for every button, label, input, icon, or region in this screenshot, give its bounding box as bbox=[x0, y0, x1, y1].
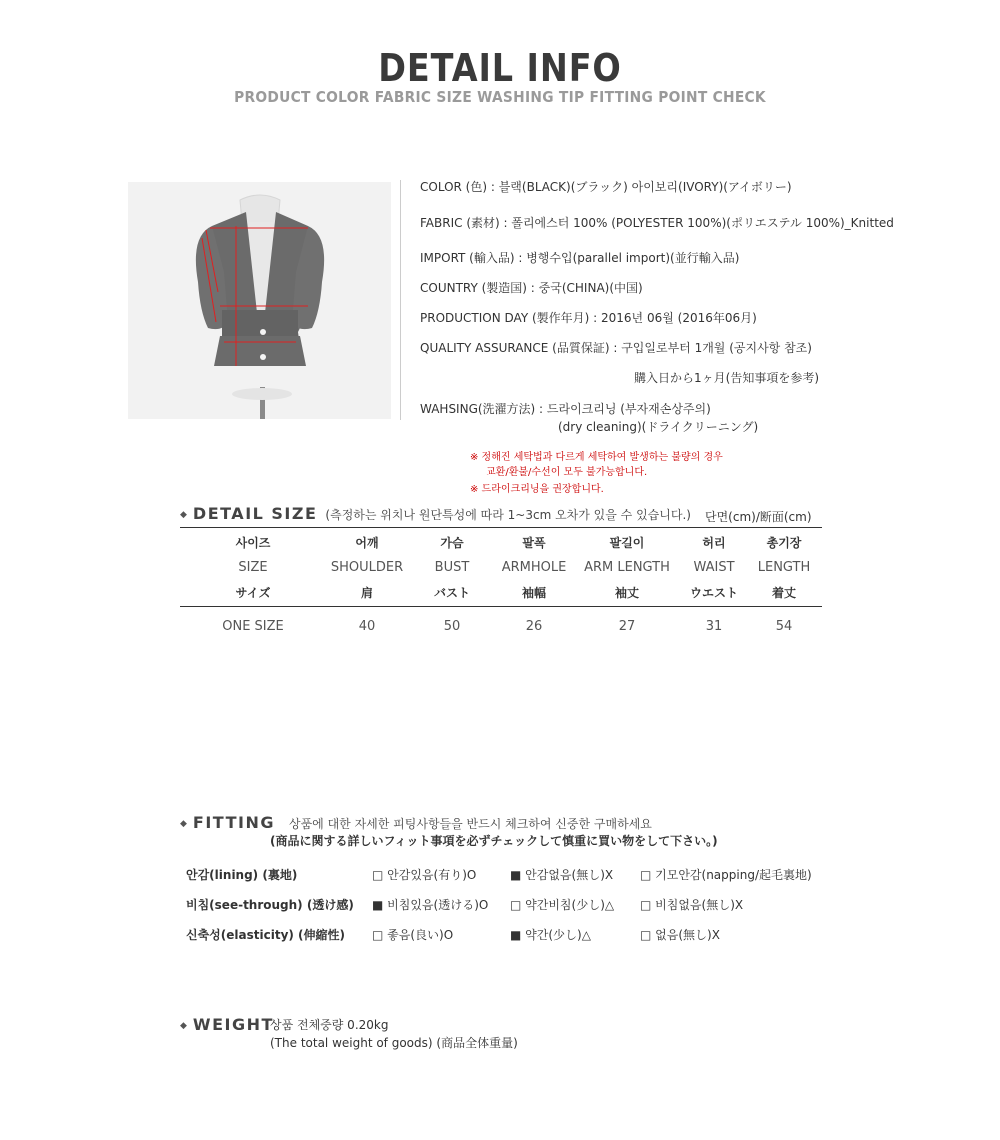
table-cell: 27 bbox=[618, 618, 636, 634]
info-quality-jp: 購入日から1ヶ月(告知事項を参考) bbox=[634, 371, 819, 385]
diamond-icon: ◆ bbox=[180, 1021, 187, 1031]
table-cell: 26 bbox=[525, 618, 543, 634]
fitting-option: □ 안감있음(有り)O bbox=[372, 868, 477, 882]
diamond-icon: ◆ bbox=[180, 819, 187, 829]
header-row-jp bbox=[180, 580, 822, 605]
fitting-title: FITTING bbox=[192, 813, 275, 832]
header-cell: ウエスト bbox=[689, 586, 738, 600]
weight-line-1: 상품 전체중량 0.20kg bbox=[270, 1018, 389, 1032]
table-cell: 31 bbox=[705, 618, 723, 634]
weight-title: WEIGHT bbox=[192, 1015, 274, 1034]
fitting-row-label: 비침(see-through) (透け感) bbox=[186, 898, 354, 912]
size-table bbox=[180, 530, 822, 639]
header-cell: 허리 bbox=[702, 536, 726, 550]
table-cell: ONE SIZE bbox=[222, 618, 284, 634]
header-cell: 어깨 bbox=[355, 536, 379, 550]
header-cell: 袖丈 bbox=[614, 586, 639, 600]
page-subtitle: PRODUCT COLOR FABRIC SIZE WASHING TIP FITTING POINT CHECK bbox=[234, 88, 766, 106]
info-washing: WAHSING(洗濯方法) : 드라이크리닝 (부자재손상주의) bbox=[420, 402, 711, 416]
header-cell: 가슴 bbox=[440, 536, 464, 550]
detail-size-title: DETAIL SIZE bbox=[192, 504, 318, 523]
notice-line-1: ※ 정해진 세탁법과 다르게 세탁하여 발생하는 불량의 경우 bbox=[470, 452, 723, 463]
table-top-rule bbox=[180, 527, 822, 528]
header-cell: SHOULDER bbox=[330, 560, 404, 575]
header-cell: WAIST bbox=[693, 560, 735, 575]
fitting-row-label: 신축성(elasticity) (伸縮性) bbox=[186, 928, 346, 942]
fitting-option: □ 좋음(良い)O bbox=[372, 928, 454, 942]
weight-line-2: (The total weight of goods) (商品全体重量) bbox=[270, 1036, 518, 1050]
header-cell: ARMHOLE bbox=[501, 560, 567, 575]
fitting-row-see-through bbox=[186, 896, 836, 916]
header-row-ko bbox=[180, 530, 822, 555]
header-cell: SIZE bbox=[238, 560, 268, 575]
table-row bbox=[180, 613, 822, 639]
header-cell: サイズ bbox=[235, 586, 271, 600]
info-quality: QUALITY ASSURANCE (品質保証) : 구입일로부터 1개월 (공지사항 참조) bbox=[420, 341, 812, 355]
header-cell: 팔폭 bbox=[522, 536, 546, 550]
fitting-option: □ 약간비침(少し)△ bbox=[510, 898, 615, 912]
fitting-heading bbox=[180, 813, 652, 832]
notice-line-3: ※ 드라이크리닝을 권장합니다. bbox=[470, 484, 604, 495]
header-cell: 袖幅 bbox=[521, 586, 546, 600]
fitting-note-jp: (商品に関する詳しいフィット事項を必ずチェックして慎重に買い物をして下さい。) bbox=[270, 834, 718, 848]
table-cell: 54 bbox=[775, 618, 793, 634]
header-cell: 着丈 bbox=[771, 586, 796, 600]
info-fabric: FABRIC (素材) : 폴리에스터 100% (POLYESTER 100%)(ポリエステル 100%)_Knitted bbox=[420, 216, 894, 230]
fitting-option: □ 기모안감(napping/起毛裏地) bbox=[640, 868, 812, 882]
fitting-option: ■ 비침있음(透ける)O bbox=[372, 898, 489, 912]
detail-size-note: (측정하는 위치나 원단특성에 따라 1~3cm 오차가 있을 수 있습니다.) bbox=[325, 508, 691, 522]
header-cell: 사이즈 bbox=[235, 536, 271, 550]
info-import: IMPORT (輸入品) : 병행수입(parallel import)(並行輸入品) bbox=[420, 251, 740, 265]
detail-size-heading bbox=[180, 504, 691, 523]
fitting-option: □ 없음(無し)X bbox=[640, 928, 720, 942]
header-cell: 肩 bbox=[360, 586, 373, 600]
fitting-option: ■ 안감없음(無し)X bbox=[510, 868, 614, 882]
header-cell: LENGTH bbox=[757, 560, 811, 575]
info-washing-2: (dry cleaning)(ドライクリーニング) bbox=[558, 420, 759, 434]
diamond-icon: ◆ bbox=[180, 510, 187, 520]
info-color: COLOR (色) : 블랙(BLACK)(ブラック) 아이보리(IVORY)(アイボリー) bbox=[420, 180, 792, 194]
header-cell: 팔길이 bbox=[609, 536, 645, 550]
table-cell: 50 bbox=[443, 618, 461, 634]
header-row-en bbox=[180, 555, 822, 580]
fitting-row-lining bbox=[186, 866, 836, 886]
product-image bbox=[128, 182, 391, 419]
info-country: COUNTRY (製造国) : 중국(CHINA)(中国) bbox=[420, 281, 643, 295]
header-cell: BUST bbox=[434, 560, 470, 575]
cardigan-illustration bbox=[128, 182, 391, 419]
unit-label: 단면(cm)/断面(cm) bbox=[705, 510, 812, 524]
fitting-option: □ 비침없음(無し)X bbox=[640, 898, 744, 912]
header-cell: 총기장 bbox=[766, 536, 802, 550]
info-production: PRODUCTION DAY (製作年月) : 2016년 06월 (2016年06月) bbox=[420, 311, 757, 325]
vertical-divider bbox=[400, 180, 401, 420]
header-cell: ARM LENGTH bbox=[584, 560, 670, 575]
header-cell: バスト bbox=[433, 586, 470, 600]
fitting-note: 상품에 대한 자세한 피팅사항들을 반드시 체크하여 신중한 구매하세요 bbox=[288, 817, 652, 831]
table-cell: 40 bbox=[358, 618, 376, 634]
notice-line-2: 교환/환불/수선이 모두 불가능합니다. bbox=[486, 467, 648, 478]
weight-heading bbox=[180, 1015, 274, 1034]
fitting-row-elasticity bbox=[186, 926, 836, 946]
fitting-option: ■ 약간(少し)△ bbox=[510, 928, 591, 942]
fitting-row-label: 안감(lining) (裏地) bbox=[186, 868, 298, 882]
page-title: DETAIL INFO bbox=[378, 46, 622, 90]
